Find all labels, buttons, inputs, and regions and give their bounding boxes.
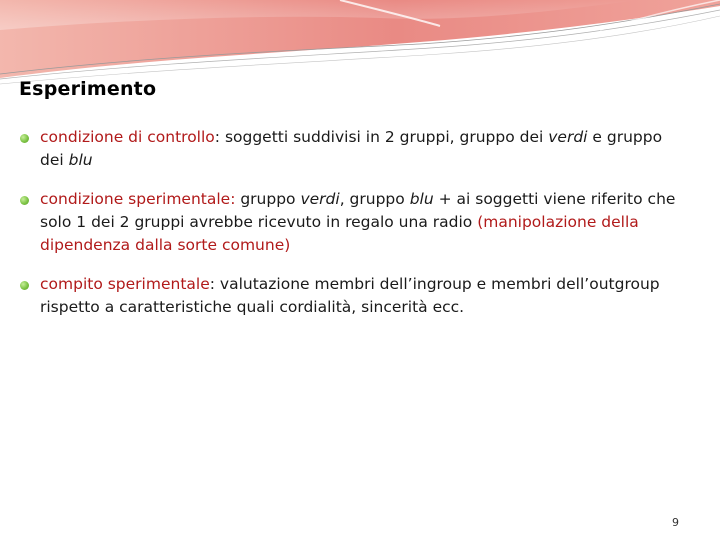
bullet-text: soggetti suddivisi in 2 gruppi, gruppo dei [224, 128, 549, 146]
bullet-dot-icon [20, 281, 29, 290]
slide-title: Esperimento [19, 78, 157, 100]
bullet-dot-icon [20, 134, 29, 143]
bullet-item [20, 273, 680, 319]
bullet-separator: : [209, 275, 220, 293]
bullet-note: (manipolazione della dipendenza dalla sorte comune) [40, 213, 639, 254]
bullet-separator: : [214, 128, 225, 146]
bullet-italic-term: verdi [300, 190, 340, 208]
bullet-italic-term: blu [409, 190, 434, 208]
bullet-list [20, 126, 680, 335]
page-number: 9 [672, 516, 679, 529]
bullet-term: condizione di controllo [40, 128, 215, 146]
bullet-text: , gruppo [339, 190, 410, 208]
bullet-text: valutazione membri dell’ingroup e membri dell’outgroup rispetto a caratteristiche quali cordialità, sincerità ecc. [40, 275, 660, 316]
bullet-dot-icon [20, 196, 29, 205]
bullet-text: + ai soggetti viene riferito che solo 1 dei 2 gruppi avrebbe ricevuto in regalo una radio [40, 190, 676, 231]
header-decoration [0, 0, 720, 90]
bullet-item [20, 126, 680, 172]
bullet-italic-term: verdi [548, 128, 588, 146]
bullet-text: e gruppo dei [40, 128, 663, 169]
bullet-item [20, 188, 680, 257]
bullet-text: gruppo [240, 190, 301, 208]
bullet-italic-term: blu [68, 151, 93, 169]
bullet-term: condizione sperimentale: [40, 190, 241, 208]
bullet-term: compito sperimentale [40, 275, 210, 293]
